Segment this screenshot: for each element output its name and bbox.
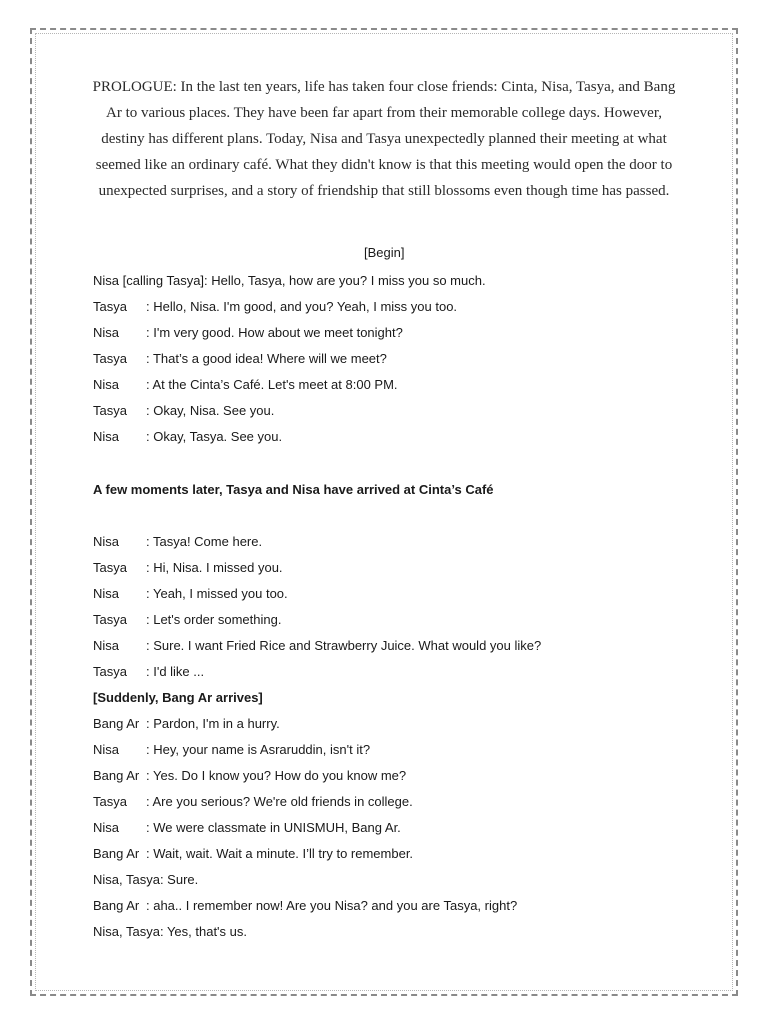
speaker-name: Tasya xyxy=(93,612,127,627)
dialogue-line xyxy=(93,919,541,945)
dialogue-text: Nisa, Tasya: Sure. xyxy=(93,872,199,887)
scene-heading: A few moments later, Tasya and Nisa have arrived at Cinta’s Café xyxy=(93,482,494,497)
speaker-name: Bang Ar xyxy=(93,846,140,861)
dialogue-text: : Are you serious? We're old friends in college. xyxy=(146,794,413,809)
dialogue-line xyxy=(93,268,486,294)
dialogue-text: : At the Cinta’s Café. Let's meet at 8:00 PM. xyxy=(146,377,398,392)
dialogue-line xyxy=(93,529,541,555)
speaker-name: Bang Ar xyxy=(93,898,140,913)
speaker-name: Tasya xyxy=(93,299,127,314)
dialogue-line xyxy=(93,294,486,320)
begin-marker: [Begin] xyxy=(364,245,405,260)
dialogue-text: : That’s a good idea! Where will we meet? xyxy=(146,351,387,366)
dialogue-text: : Hey, your name is Asraruddin, isn't it? xyxy=(146,742,371,757)
dialogue-text: : Yes. Do I know you? How do you know me? xyxy=(146,768,407,783)
dialogue-text: : I'm very good. How about we meet tonight? xyxy=(146,325,403,340)
dialogue-line xyxy=(93,711,541,737)
speaker-name: Nisa xyxy=(93,638,120,653)
speaker-name: Nisa xyxy=(93,429,120,444)
dialogue-line xyxy=(93,398,486,424)
stage-direction xyxy=(93,685,541,711)
dialogue-line xyxy=(93,893,541,919)
dialogue-line xyxy=(93,633,541,659)
dialogue-line xyxy=(93,607,541,633)
dialogue-line xyxy=(93,555,541,581)
speaker-name: Tasya xyxy=(93,664,127,679)
dialogue-text: : I'd like ... xyxy=(146,664,205,679)
dialogue-text: [Suddenly, Bang Ar arrives] xyxy=(93,690,263,705)
speaker-name: Nisa xyxy=(93,325,120,340)
dialogue-line xyxy=(93,815,541,841)
speaker-name: Nisa xyxy=(93,534,120,549)
dialogue-text: : We were classmate in UNISMUH, Bang Ar. xyxy=(146,820,401,835)
speaker-name: Tasya xyxy=(93,351,127,366)
dialogue-line xyxy=(93,763,541,789)
dialogue-line xyxy=(93,581,541,607)
speaker-name: Nisa xyxy=(93,586,120,601)
dialogue-text: : Sure. I want Fried Rice and Strawberry Juice. What would you like? xyxy=(146,638,542,653)
dialogue-text: Nisa, Tasya: Yes, that's us. xyxy=(93,924,247,939)
dialogue-line xyxy=(93,659,541,685)
dialogue-text: : Yeah, I missed you too. xyxy=(146,586,288,601)
dialogue-text: : Tasya! Come here. xyxy=(146,534,263,549)
dialogue-line xyxy=(93,346,486,372)
dialogue-text: : aha.. I remember now! Are you Nisa? and you are Tasya, right? xyxy=(146,898,518,913)
dialogue-line xyxy=(93,841,541,867)
dialogue-line xyxy=(93,372,486,398)
speaker-name: Bang Ar xyxy=(93,716,140,731)
dialogue-text: : Okay, Tasya. See you. xyxy=(146,429,283,444)
dialogue-text: : Hello, Nisa. I'm good, and you? Yeah, I miss you too. xyxy=(146,299,458,314)
dialogue-text: : Let's order something. xyxy=(146,612,282,627)
dialogue-line xyxy=(93,320,486,346)
speaker-name: Nisa xyxy=(93,742,120,757)
speaker-name: Tasya xyxy=(93,403,127,418)
dialogue-line xyxy=(93,737,541,763)
dialogue-section-cafe xyxy=(93,529,541,945)
dialogue-text: : Hi, Nisa. I missed you. xyxy=(146,560,283,575)
dialogue-text: : Wait, wait. Wait a minute. I’ll try to remember. xyxy=(146,846,414,861)
dialogue-text: : Okay, Nisa. See you. xyxy=(146,403,275,418)
speaker-name: Tasya xyxy=(93,794,127,809)
speaker-name: Tasya xyxy=(93,560,127,575)
dialogue-text: : Pardon, I'm in a hurry. xyxy=(146,716,280,731)
speaker-name: Bang Ar xyxy=(93,768,140,783)
dialogue-line xyxy=(93,867,541,893)
speaker-name: Nisa xyxy=(93,820,120,835)
dialogue-line xyxy=(93,424,486,450)
speaker-name: Nisa xyxy=(93,377,120,392)
dialogue-text: Nisa [calling Tasya]: Hello, Tasya, how are you? I miss you so much. xyxy=(93,273,486,288)
dialogue-section-phone-call xyxy=(93,268,486,450)
prologue-paragraph: PROLOGUE: In the last ten years, life has taken four close friends: Cinta, Nisa, Tasya, and Bang Ar to various places. They have been far apart from their memorable college days. However, destiny has different plans. Today, Nisa and Tasya unexpectedly planned their meeting at what seemed like an ordinary café. What they didn't know is that this meeting would open the door to unexpected surprises, and a story of friendship that still blossoms even though time has passed. xyxy=(92,79,676,199)
dialogue-line xyxy=(93,789,541,815)
